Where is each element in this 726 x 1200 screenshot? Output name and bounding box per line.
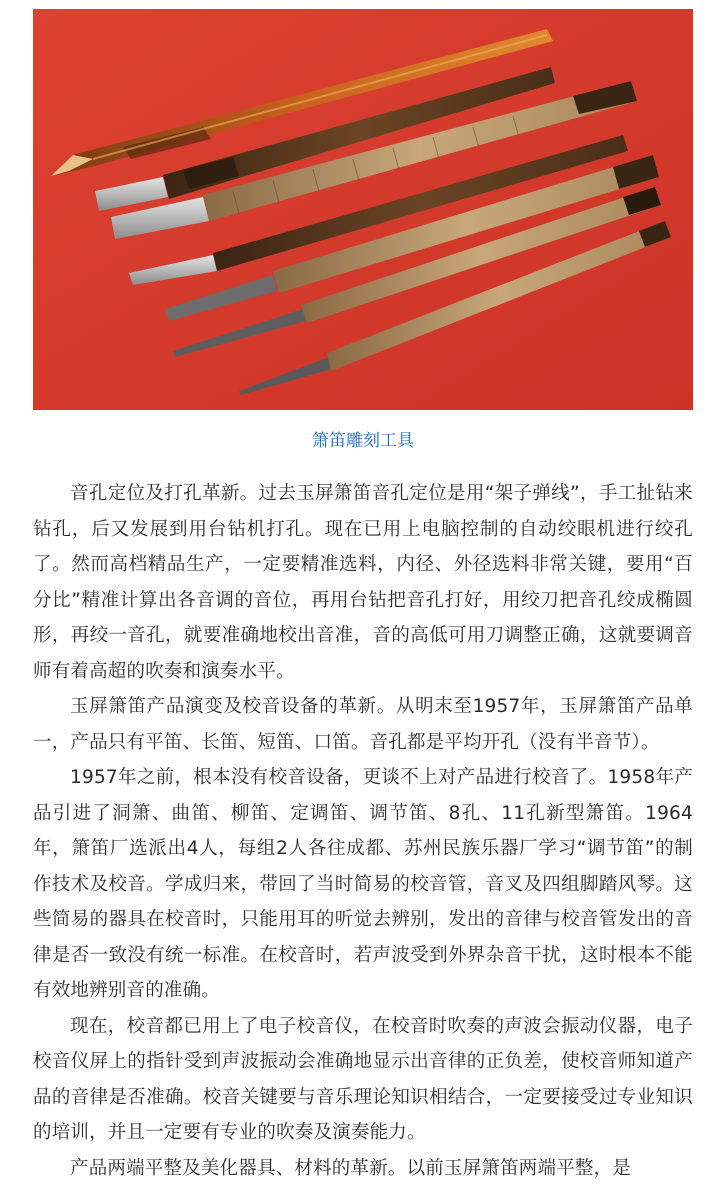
- carving-tools-illustration: [33, 9, 693, 410]
- article-body: [33, 476, 693, 1186]
- carving-tools-photo: [33, 9, 693, 410]
- photo-caption: 箫笛雕刻工具: [312, 431, 414, 451]
- paragraph: 音孔定位及打孔革新。过去玉屏箫笛音孔定位是用“架子弹线”，手工扯钻来钻孔，后又发展到用台钻机打孔。现在已用上电脑控制的自动绞眼机进行绞孔了。然而高档精品生产，一定要精准选料，内径、外径选料非常关键，要用“百分比”精准计算出各音调的音位，再用台钻把音孔打好，用绞刀把音孔绞成椭圆形，再绞一音孔，就要准确地校出音准，音的高低可用刀调整正确，这就要调音师有着高超的吹奏和演奏水平。: [33, 483, 693, 682]
- paragraph: 产品两端平整及美化器具、材料的革新。以前玉屏箫笛两端平整，是: [70, 1157, 632, 1179]
- paragraph: 玉屏箫笛产品演变及校音设备的革新。从明末至1957年，玉屏箫笛产品单一，产品只有平笛、长笛、短笛、口笛。音孔都是平均开孔（没有半音节）。: [33, 696, 693, 753]
- paragraph: 现在，校音都已用上了电子校音仪，在校音时吹奏的声波会振动仪器，电子校音仪屏上的指针受到声波振动会准确地显示出音律的正负差，使校音师知道产品的音律是否准确。校音关键要与音乐理论知识相结合，一定要接受过专业知识的培训，并且一定要有专业的吹奏及演奏能力。: [33, 1015, 693, 1143]
- paragraph: 1957年之前，根本没有校音设备，更谈不上对产品进行校音了。1958年产品引进了洞箫、曲笛、柳笛、定调笛、调节笛、8孔、11孔新型箫笛。1964年，箫笛厂选派出4人，每组2人各往成都、苏州民族乐器厂学习“调节笛”的制作技术及校音。学成归来，带回了当时简易的校音管，音叉及四组脚踏风琴。这些简易的器具在校音时，只能用耳的听觉去辨别，发出的音律与校音管发出的音律是否一致没有统一标准。在校音时，若声波受到外界杂音干扰，这时根本不能有效地辨别音的准确。: [33, 767, 693, 1001]
